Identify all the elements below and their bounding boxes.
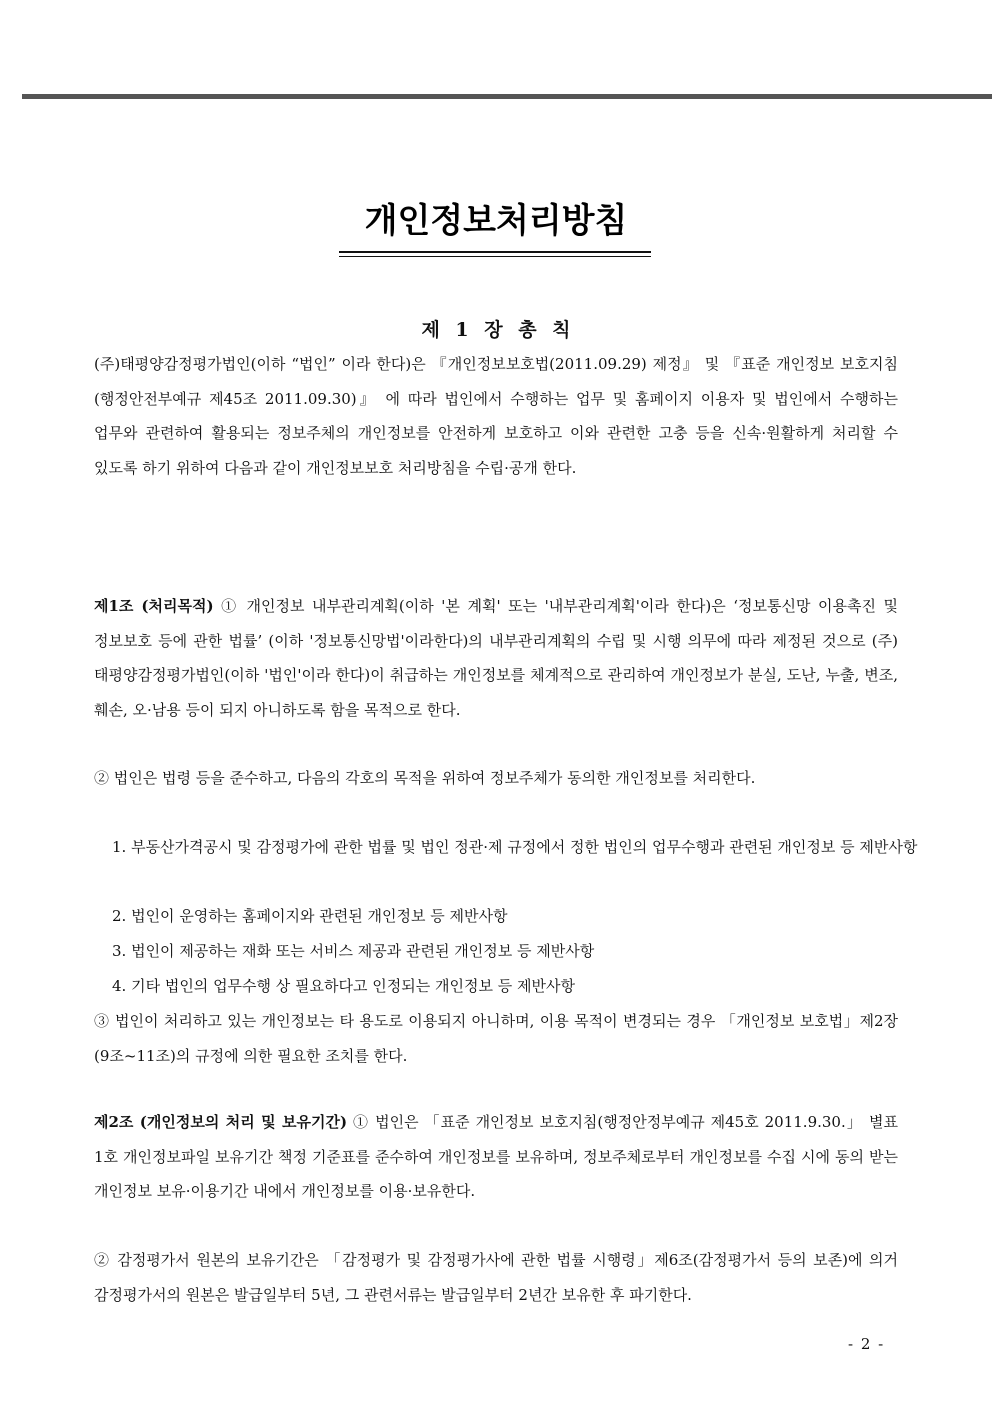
article-1-clause-1 — [94, 589, 898, 727]
article-2-heading: 제2조 (개인정보의 처리 및 보유기간) — [94, 1113, 348, 1131]
article-1-heading: 제1조 (처리목적) — [94, 597, 214, 615]
list-item-1: 1. 부동산가격공시 및 감정평가에 관한 법률 및 법인 정관·제 규정에서 정한 법인의 업무수행과 관련된 개인정보 등 제반사항 — [112, 838, 918, 856]
list-item-2: 2. 법인이 운영하는 홈페이지와 관련된 개인정보 등 제반사항 — [112, 907, 508, 925]
article-2-clause-1 — [94, 1105, 898, 1209]
title-underline-thin — [339, 256, 651, 257]
chapter-title: 제 1 장 총 칙 — [421, 319, 571, 341]
top-horizontal-rule — [22, 94, 992, 99]
list-item-4: 4. 기타 법인의 업무수행 상 필요하다고 인정되는 개인정보 등 제반사항 — [112, 977, 575, 995]
title-underline-thick — [339, 251, 651, 253]
page-number: - 2 - — [848, 1335, 884, 1353]
article-1-clause-1-text: ① 개인정보 내부관리계획(이하 '본 계획' 또는 '내부관리계획'이라 한다)은 ‘정보통신망 이용촉진 및 정보보호 등에 관한 법률’ (이하 '정보통신망법'이라한다)의 내부관리계획의 수립 및 시행 의무에 따라 제정된 것으로 (주)태평양감정평가법인(이하 '법인'이라 한다)이 취급하는 개인정보를 체계적으로 관리하여 개인정보가 분실, 도난, 누출, 변조, 훼손, 오·남용 등이 되지 아니하도록 함을 목적으로 한다. — [94, 597, 898, 719]
document-title: 개인정보처리방침 — [364, 201, 628, 241]
list-item-3: 3. 법인이 제공하는 재화 또는 서비스 제공과 관련된 개인정보 등 제반사항 — [112, 942, 595, 960]
article-2-clause-1-text: ① 법인은 「표준 개인정보 보호지침(행정안정부예규 제45호 2011.9.30.」 별표 1호 개인정보파일 보유기간 책정 기준표를 준수하여 개인정보를 보유하며, 정보주체로부터 개인정보를 수집 시에 동의 받는 개인정보 보유·이용기간 내에서 개인정보를 이용·보유한다. — [94, 1113, 898, 1201]
article-1-clause-3: ③ 법인이 처리하고 있는 개인정보는 타 용도로 이용되지 아니하며, 이용 목적이 변경되는 경우 「개인정보 보호법」제2장(9조~11조)의 규정에 의한 필요한 조치를 한다. — [94, 1012, 898, 1065]
intro-paragraph: (주)태평양감정평가법인(이하 “법인” 이라 한다)은 『개인정보보호법(2011.09.29) 제정』 및 『표준 개인정보 보호지침(행정안전부예규 제45조 2011.09.30)』 에 따라 법인에서 수행하는 업무 및 홈페이지 이용자 및 법인에서 수행하는 업무와 관련하여 활용되는 정보주체의 개인정보를 안전하게 보호하고 이와 관련한 고충 등을 신속·원활하게 처리할 수 있도록 하기 위하여 다음과 같이 개인정보보호 처리방침을 수립·공개 한다. — [94, 355, 898, 477]
article-1-clause-2: ② 법인은 법령 등을 준수하고, 다음의 각호의 목적을 위하여 정보주체가 동의한 개인정보를 처리한다. — [94, 769, 756, 787]
article-2-clause-2: ② 감정평가서 원본의 보유기간은 「감정평가 및 감정평가사에 관한 법률 시행령」제6조(감정평가서 등의 보존)에 의거 감정평가서의 원본은 발급일부터 5년, 그 관련서류는 발급일부터 2년간 보유한 후 파기한다. — [94, 1251, 898, 1304]
